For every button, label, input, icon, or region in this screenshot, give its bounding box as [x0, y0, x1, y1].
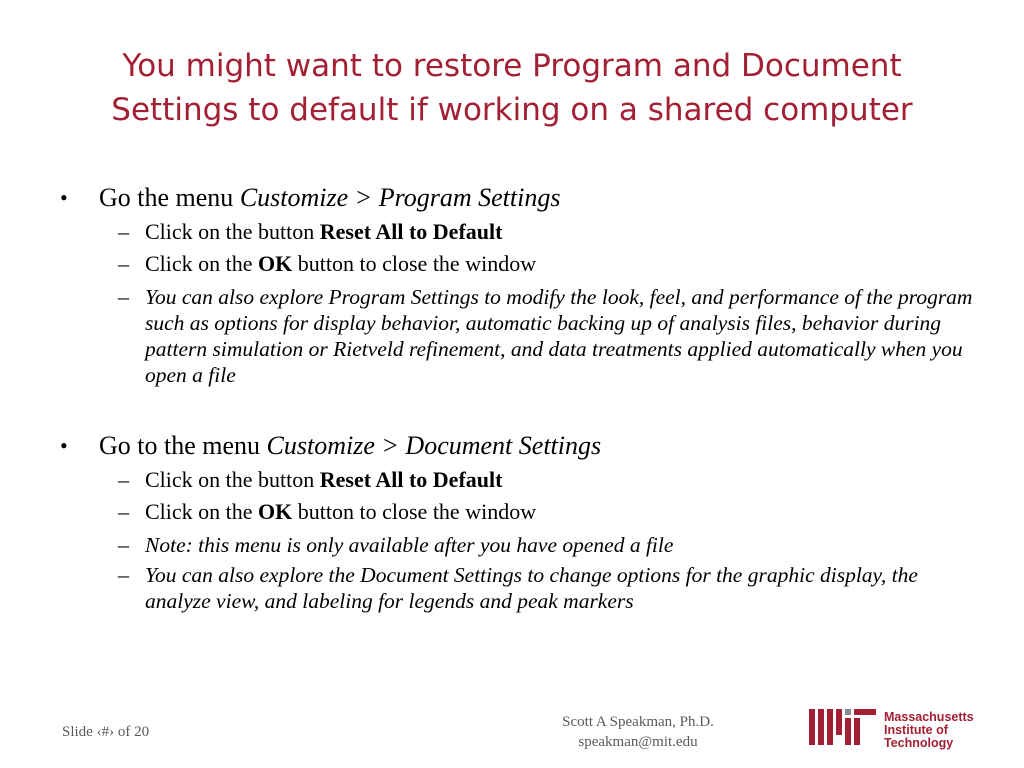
author-name: Scott A Speakman, Ph.D. — [562, 714, 714, 730]
sub-item-prefix: Click on the — [145, 251, 259, 276]
bullet-program-settings — [58, 180, 978, 216]
menu-path: Customize > Program Settings — [239, 183, 561, 212]
dash-icon: – — [118, 284, 129, 309]
slide-body — [58, 180, 978, 616]
sub-item-suffix: button to close the window — [292, 251, 537, 276]
sub-item-ok — [58, 496, 978, 528]
note-text: You can also explore Program Settings to modify the look, feel, and performance of the program such as options for display behavior, automatic backing up of analysis files, behavior during pattern simulation or Rietveld refinement, and data treatments applied automatically when you open a file — [145, 285, 973, 387]
mit-logo-icon — [809, 709, 877, 745]
note-text: Note: this menu is only available after you have opened a file — [145, 533, 674, 557]
sub-item-ok — [58, 248, 978, 280]
mit-wordmark — [884, 711, 974, 750]
mit-wordmark-line-3: Technology — [884, 736, 954, 750]
bullet-document-settings — [58, 428, 978, 464]
sub-item-prefix: Click on the button — [145, 219, 320, 244]
slide-title-line-1: You might want to restore Program and Document — [122, 48, 902, 84]
dash-icon: – — [118, 251, 129, 276]
bullet-prefix: Go the menu — [99, 183, 240, 212]
button-name: Reset All to Default — [319, 467, 503, 492]
mit-wordmark-line-1: Massachusetts — [884, 710, 974, 724]
slide-number: Slide ‹#› of 20 — [62, 724, 150, 740]
menu-path: Customize > Document Settings — [266, 431, 602, 460]
bullet-prefix: Go to the menu — [99, 431, 267, 460]
note-text: You can also explore the Document Settings to change options for the graphic display, the analyze view, and labeling for legends and peak markers — [145, 563, 918, 613]
bullet-dot-icon: • — [60, 433, 68, 458]
button-name: OK — [258, 251, 293, 276]
bullet-dot-icon: • — [60, 185, 68, 210]
dash-icon: – — [118, 499, 129, 524]
sub-item-prefix: Click on the button — [145, 467, 320, 492]
sub-item-reset — [58, 216, 978, 248]
sub-item-suffix: button to close the window — [292, 499, 537, 524]
slide-title-line-2: Settings to default if working on a shared computer — [111, 92, 913, 128]
sub-item-note — [58, 532, 978, 558]
sub-item-note — [58, 562, 978, 614]
slide-title — [40, 44, 984, 132]
dash-icon: – — [118, 219, 129, 244]
sub-item-prefix: Click on the — [145, 499, 259, 524]
footer-author-block — [500, 712, 776, 752]
dash-icon: – — [118, 467, 129, 492]
button-name: OK — [258, 499, 293, 524]
mit-wordmark-line-2: Institute of — [884, 723, 948, 737]
sub-item-reset — [58, 464, 978, 496]
dash-icon: – — [118, 532, 129, 557]
author-email: speakman@mit.edu — [578, 734, 698, 750]
dash-icon: – — [118, 562, 129, 587]
button-name: Reset All to Default — [319, 219, 503, 244]
sub-item-note — [58, 284, 978, 388]
